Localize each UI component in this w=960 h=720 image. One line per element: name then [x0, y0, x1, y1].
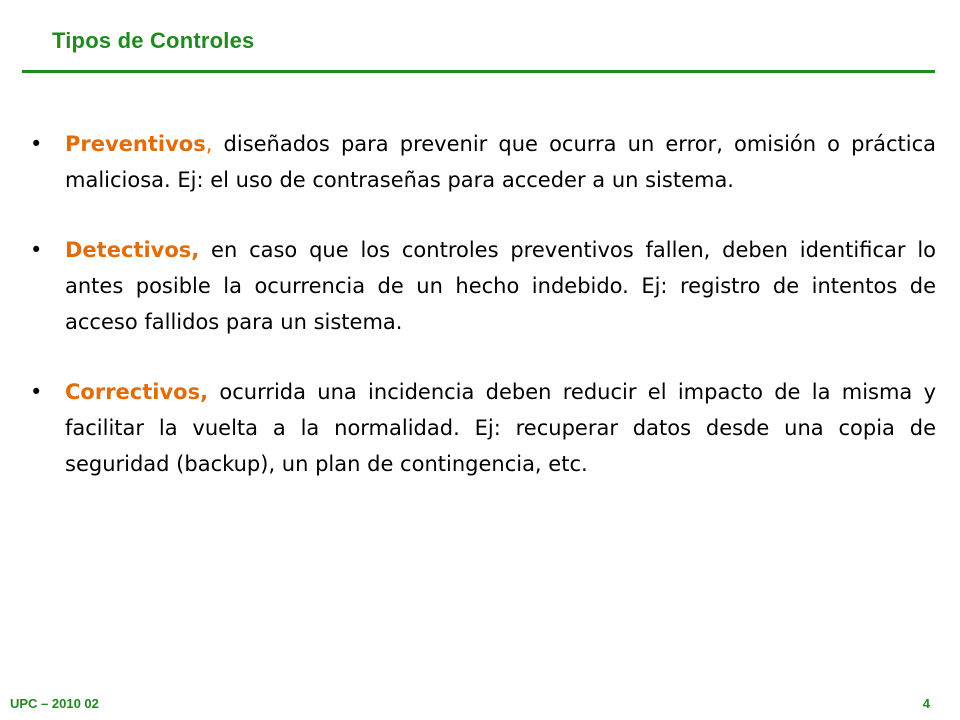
- footer-course-label: UPC – 2010 02: [10, 696, 99, 711]
- bullet-connector: ,: [205, 132, 213, 156]
- bullet-detectivos: [30, 232, 936, 340]
- slide-title: Tipos de Controles: [52, 28, 255, 53]
- bullet-list: [30, 126, 936, 516]
- bullet-text: en caso que los controles preventivos fallen, deben identificar lo antes posible la ocurrencia de un hecho indebido. Ej: registro de intentos de acceso fallidos para un sistema.: [65, 238, 936, 334]
- bullet-term: Preventivos: [65, 132, 206, 156]
- bullet-text: diseñados para prevenir que ocurra un error, omisión o práctica maliciosa. Ej: el uso de contraseñas para acceder a un sistema.: [65, 132, 936, 192]
- bullet-preventivos: [30, 126, 936, 198]
- page-number: 4: [922, 696, 930, 711]
- bullet-text: ocurrida una incidencia deben reducir el impacto de la misma y facilitar la vuelta a la normalidad. Ej: recuperar datos desde una copia de seguridad (backup), un plan de contingencia, etc.: [65, 380, 936, 476]
- bullet-term: Correctivos,: [65, 380, 209, 404]
- bullet-term: Detectivos,: [65, 238, 200, 262]
- title-divider: [22, 70, 935, 73]
- bullet-correctivos: [30, 374, 936, 482]
